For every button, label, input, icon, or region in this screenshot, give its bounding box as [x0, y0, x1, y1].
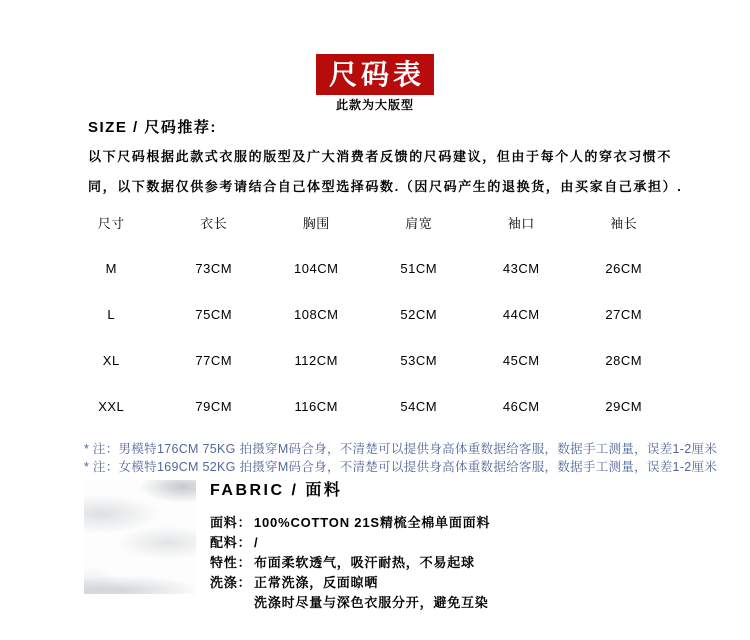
table-cell: XL [102, 352, 120, 368]
table-cell: 52CM [400, 306, 438, 322]
note-line-female-model: * 注：女模特169CM 52KG 拍摄穿M码合身，不清楚可以提供身高体重数据给客服，数据手工测量，误差1-2厘米 [84, 460, 718, 474]
size-table [60, 199, 675, 429]
fabric-section [210, 481, 490, 613]
fabric-detail-label: 配料： [210, 535, 252, 550]
fabric-detail-material [210, 513, 490, 533]
table-cell: 73CM [195, 260, 233, 276]
fabric-detail-features [210, 553, 490, 573]
fabric-detail-accessories [210, 533, 490, 553]
table-cell: 112CM [294, 352, 338, 368]
fabric-detail-value: 布面柔软透气，吸汗耐热，不易起球 [254, 555, 475, 570]
size-description [88, 142, 708, 202]
table-header-cell: 衣长 [200, 215, 228, 231]
table-cell: 79CM [195, 398, 233, 414]
table-header-cell: 尺寸 [97, 215, 125, 231]
table-cell: L [107, 306, 116, 322]
size-description-line: 以下尺码根据此款式衣服的版型及广大消费者反馈的尺码建议，但由于每个人的穿衣习惯不 [88, 149, 673, 164]
note-line-male-model: * 注：男模特176CM 75KG 拍摄穿M码合身，不清楚可以提供身高体重数据给客服，数据手工测量，误差1-2厘米 [84, 442, 718, 456]
table-header-cell: 胸围 [302, 215, 330, 231]
banner-subtitle: 此款为大版型 [335, 98, 414, 112]
size-description-line: 同，以下数据仅供参考请结合自己体型选择码数.（因尺码产生的退换货，由买家自己承担）. [88, 179, 683, 194]
fabric-details [210, 513, 490, 613]
table-cell: 27CM [605, 306, 643, 322]
table-cell: M [105, 260, 117, 276]
table-row-xl [60, 337, 675, 383]
fabric-detail-washing [210, 573, 490, 613]
table-cell: 28CM [605, 352, 643, 368]
table-cell: 26CM [605, 260, 643, 276]
table-row-xxl [60, 383, 675, 429]
table-cell: 53CM [400, 352, 438, 368]
table-cell: XXL [98, 398, 125, 414]
fabric-detail-label: 洗涤： [210, 575, 252, 590]
table-cell: 108CM [294, 306, 339, 322]
table-cell: 43CM [502, 260, 540, 276]
measurement-notes [84, 440, 724, 476]
table-cell: 104CM [294, 260, 339, 276]
size-table-header-row [60, 199, 675, 245]
table-header-cell: 肩宽 [405, 215, 433, 231]
fabric-detail-value: 100%COTTON 21S精梳全棉单面面料 [254, 515, 491, 530]
fabric-detail-label: 特性： [210, 555, 252, 570]
washing-instruction-line: 洗涤时尽量与深色衣服分开，避免互染 [254, 595, 489, 610]
table-row-m [60, 245, 675, 291]
table-header-cell: 袖口 [507, 215, 535, 231]
washing-instruction-line: 正常洗涤，反面晾晒 [254, 575, 379, 590]
table-row-l [60, 291, 675, 337]
table-header-cell: 袖长 [610, 215, 638, 231]
table-cell: 29CM [605, 398, 643, 414]
size-chart-banner: 尺码表 [316, 54, 434, 95]
fabric-detail-value [254, 573, 489, 613]
table-cell: 51CM [400, 260, 438, 276]
table-cell: 77CM [195, 352, 233, 368]
fabric-swatch-image [84, 480, 196, 594]
table-cell: 116CM [294, 398, 338, 414]
table-cell: 75CM [195, 306, 233, 322]
table-cell: 44CM [502, 306, 540, 322]
table-cell: 46CM [502, 398, 540, 414]
table-cell: 45CM [502, 352, 540, 368]
table-cell: 54CM [400, 398, 438, 414]
fabric-detail-value: / [254, 535, 259, 550]
fabric-detail-label: 面料： [210, 515, 252, 530]
fabric-section-heading: FABRIC / 面料 [210, 482, 343, 499]
size-section-heading: SIZE / 尺码推荐: [88, 119, 217, 136]
